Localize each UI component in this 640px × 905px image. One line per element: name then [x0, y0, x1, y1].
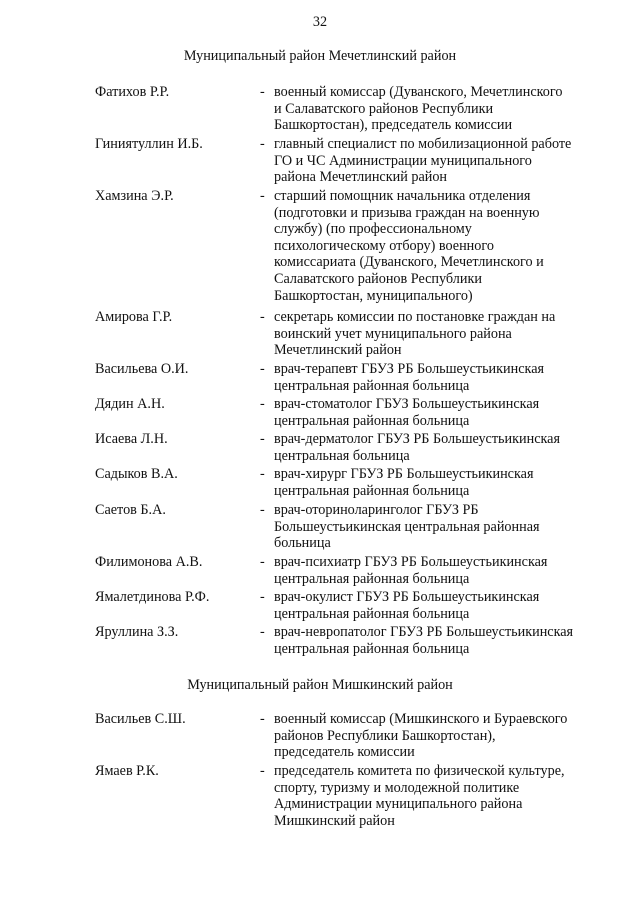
member-role: врач-стоматолог ГБУЗ Большеустьикинская центральная районная больница: [274, 396, 540, 429]
member-role: старший помощник начальника отделения (подготовки и призыва граждан на военную службу) (по профессиональному психологическому отбору) военного комиссариата (Дуванского, Мечетлинского и Салаватского районов Республики Башкортостан, муниципального): [274, 188, 544, 304]
member-name: Васильева О.И.: [95, 361, 189, 377]
dash: -: [260, 502, 265, 518]
member-name: Филимонова А.В.: [95, 554, 203, 570]
member-name: Фатихов Р.Р.: [95, 84, 170, 100]
page-number: 32: [312, 14, 328, 30]
dash: -: [260, 763, 265, 779]
member-name: Яруллина З.З.: [95, 624, 179, 640]
member-role: врач-психиатр ГБУЗ РБ Большеустьикинская центральная районная больница: [274, 554, 548, 587]
member-name: Ямалетдинова Р.Ф.: [95, 589, 210, 605]
member-name: Исаева Л.Н.: [95, 431, 168, 447]
member-name: Саетов Б.А.: [95, 502, 166, 518]
dash: -: [260, 84, 265, 100]
member-role: секретарь комиссии по постановке граждан на воинский учет муниципального района Мечетлинский район: [274, 309, 556, 359]
dash: -: [260, 309, 265, 325]
member-role: врач-невропатолог ГБУЗ РБ Большеустьикинская центральная районная больница: [274, 624, 574, 657]
dash: -: [260, 431, 265, 447]
dash: -: [260, 624, 265, 640]
member-role: военный комиссар (Мишкинского и Бураевского районов Республики Башкортостан), председатель комиссии: [274, 711, 568, 761]
member-name: Садыков В.А.: [95, 466, 178, 482]
member-role: врач-терапевт ГБУЗ РБ Большеустьикинская центральная районная больница: [274, 361, 545, 394]
dash: -: [260, 554, 265, 570]
member-name: Васильев С.Ш.: [95, 711, 186, 727]
member-name: Ямаев Р.К.: [95, 763, 159, 779]
member-role: врач-окулист ГБУЗ РБ Большеустьикинская центральная районная больница: [274, 589, 540, 622]
member-name: Гиниятуллин И.Б.: [95, 136, 203, 152]
member-name: Хамзина Э.Р.: [95, 188, 174, 204]
dash: -: [260, 188, 265, 204]
dash: -: [260, 396, 265, 412]
member-role: военный комиссар (Дуванского, Мечетлинского и Салаватского районов Республики Башкортостан), председатель комиссии: [274, 84, 563, 134]
member-role: врач-оториноларинголог ГБУЗ РБ Большеустьикинская центральная районная больница: [274, 502, 540, 552]
section-title: Муниципальный район Мечетлинский район: [183, 48, 457, 64]
dash: -: [260, 136, 265, 152]
section-title: Муниципальный район Мишкинский район: [187, 677, 453, 693]
member-role: председатель комитета по физической культуре, спорту, туризму и молодежной политике Администрации муниципального района Мишкинский район: [274, 763, 565, 829]
dash: -: [260, 361, 265, 377]
dash: -: [260, 711, 265, 727]
member-name: Амирова Г.Р.: [95, 309, 173, 325]
member-role: врач-дерматолог ГБУЗ РБ Большеустьикинская центральная больница: [274, 431, 560, 464]
dash: -: [260, 466, 265, 482]
member-role: врач-хирург ГБУЗ РБ Большеустьикинская центральная районная больница: [274, 466, 534, 499]
dash: -: [260, 589, 265, 605]
member-name: Дядин А.Н.: [95, 396, 165, 412]
member-role: главный специалист по мобилизационной работе ГО и ЧС Администрации муниципального района Мечетлинский район: [274, 136, 572, 186]
